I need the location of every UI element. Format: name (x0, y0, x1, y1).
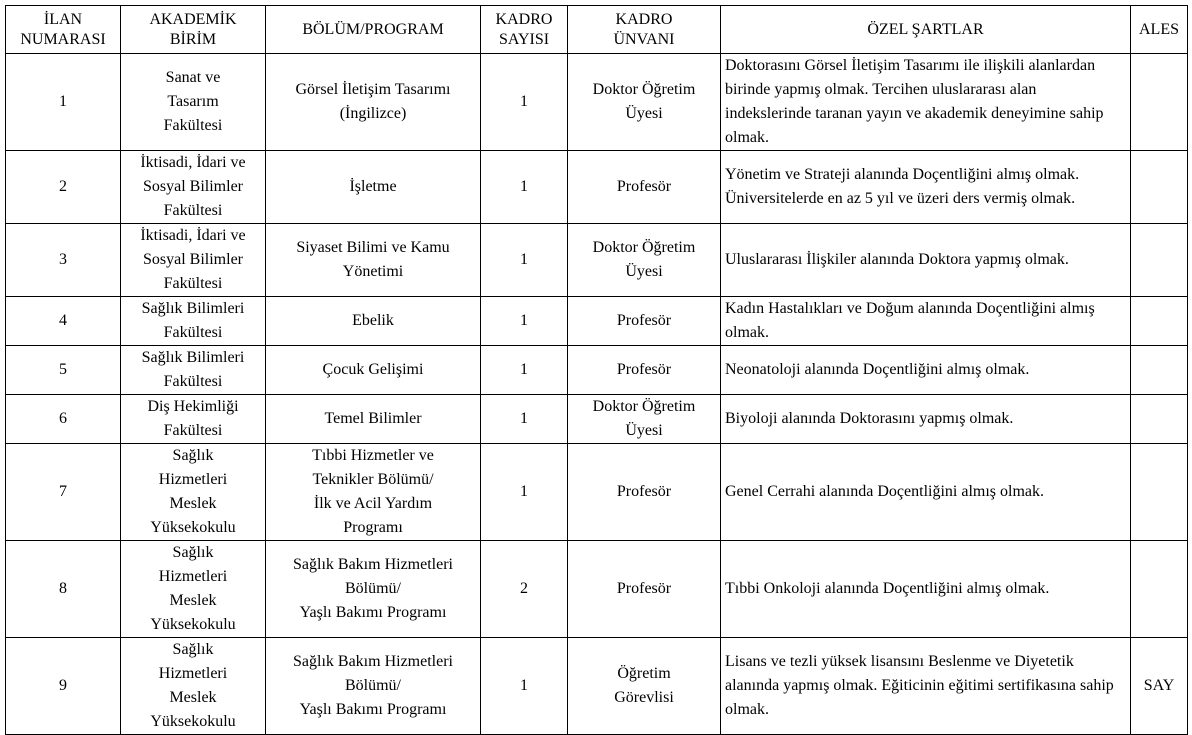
ales-cell (1131, 346, 1188, 395)
ozel-sartlar-cell: Doktorasını Görsel İletişim Tasarımı ile ilişkili alanlardan birinde yapmış olmak. Tercihen uluslararası alan indekslerinde taranan yayın ve akademik deneyimine sahip olmak. (721, 54, 1131, 151)
kadro-sayisi-cell: 1 (481, 224, 568, 297)
ilan-no-cell: 7 (6, 444, 121, 541)
akademik-birim-cell: İktisadi, İdari ve Sosyal Bilimler Fakültesi (121, 151, 266, 224)
ozel-sartlar-cell: Kadın Hastalıkları ve Doğum alanında Doçentliğini almış olmak. (721, 297, 1131, 346)
ales-cell (1131, 444, 1188, 541)
akademik-birim-cell: Sağlık Bilimleri Fakültesi (121, 346, 266, 395)
kadro-sayisi-cell: 1 (481, 395, 568, 444)
kadro-unvani-cell: Doktor Öğretim Üyesi (568, 224, 721, 297)
akademik-birim-cell: Sağlık Bilimleri Fakültesi (121, 297, 266, 346)
ales-cell: SAY (1131, 638, 1188, 735)
bolum-program-cell: Sağlık Bakım Hizmetleri Bölümü/ Yaşlı Bakımı Programı (266, 541, 481, 638)
header-akademik-birim: AKADEMİK BİRİM (121, 6, 266, 54)
kadro-unvani-cell: Profesör (568, 297, 721, 346)
ozel-sartlar-cell: Biyoloji alanında Doktorasını yapmış olmak. (721, 395, 1131, 444)
ales-cell (1131, 224, 1188, 297)
table-row (6, 151, 1188, 224)
kadro-unvani-cell: Profesör (568, 151, 721, 224)
table-row (6, 54, 1188, 151)
kadro-sayisi-cell: 1 (481, 444, 568, 541)
bolum-program-cell: Ebelik (266, 297, 481, 346)
akademik-birim-cell: Sanat ve Tasarım Fakültesi (121, 54, 266, 151)
ozel-sartlar-cell: Uluslararası İlişkiler alanında Doktora yapmış olmak. (721, 224, 1131, 297)
header-kadro-sayisi: KADRO SAYISI (481, 6, 568, 54)
ilan-no-cell: 6 (6, 395, 121, 444)
ozel-sartlar-cell: Neonatoloji alanında Doçentliğini almış olmak. (721, 346, 1131, 395)
ales-cell (1131, 54, 1188, 151)
bolum-program-cell: Siyaset Bilimi ve Kamu Yönetimi (266, 224, 481, 297)
ales-cell (1131, 297, 1188, 346)
akademik-birim-cell: Sağlık Hizmetleri Meslek Yüksekokulu (121, 541, 266, 638)
bolum-program-cell: Temel Bilimler (266, 395, 481, 444)
bolum-program-cell: Görsel İletişim Tasarımı (İngilizce) (266, 54, 481, 151)
ilan-no-cell: 8 (6, 541, 121, 638)
kadro-unvani-cell: Profesör (568, 541, 721, 638)
kadro-unvani-cell: Doktor Öğretim Üyesi (568, 395, 721, 444)
table-row (6, 541, 1188, 638)
ilan-table (5, 5, 1188, 735)
kadro-unvani-cell: Öğretim Görevlisi (568, 638, 721, 735)
table-row (6, 395, 1188, 444)
bolum-program-cell: Tıbbi Hizmetler ve Teknikler Bölümü/ İlk ve Acil Yardım Programı (266, 444, 481, 541)
akademik-birim-cell: İktisadi, İdari ve Sosyal Bilimler Fakültesi (121, 224, 266, 297)
ozel-sartlar-cell: Genel Cerrahi alanında Doçentliğini almış olmak. (721, 444, 1131, 541)
header-bolum-program: BÖLÜM/PROGRAM (266, 6, 481, 54)
kadro-sayisi-cell: 1 (481, 297, 568, 346)
kadro-sayisi-cell: 1 (481, 151, 568, 224)
ales-cell (1131, 395, 1188, 444)
kadro-unvani-cell: Profesör (568, 346, 721, 395)
header-ozel-sartlar: ÖZEL ŞARTLAR (721, 6, 1131, 54)
header-row (6, 6, 1188, 54)
bolum-program-cell: İşletme (266, 151, 481, 224)
akademik-birim-cell: Sağlık Hizmetleri Meslek Yüksekokulu (121, 638, 266, 735)
ales-cell (1131, 541, 1188, 638)
table-row (6, 444, 1188, 541)
ilan-no-cell: 1 (6, 54, 121, 151)
kadro-unvani-cell: Profesör (568, 444, 721, 541)
kadro-sayisi-cell: 1 (481, 346, 568, 395)
bolum-program-cell: Çocuk Gelişimi (266, 346, 481, 395)
kadro-unvani-cell: Doktor Öğretim Üyesi (568, 54, 721, 151)
table-row (6, 297, 1188, 346)
bolum-program-cell: Sağlık Bakım Hizmetleri Bölümü/ Yaşlı Bakımı Programı (266, 638, 481, 735)
header-ales: ALES (1131, 6, 1188, 54)
ilan-no-cell: 4 (6, 297, 121, 346)
ozel-sartlar-cell: Lisans ve tezli yüksek lisansını Beslenme ve Diyetetik alanında yapmış olmak. Eğiticinin eğitimi sertifikasına sahip olmak. (721, 638, 1131, 735)
ilan-no-cell: 2 (6, 151, 121, 224)
ilan-no-cell: 3 (6, 224, 121, 297)
header-kadro-unvani: KADRO ÜNVANI (568, 6, 721, 54)
ozel-sartlar-cell: Yönetim ve Strateji alanında Doçentliğini almış olmak. Üniversitelerde en az 5 yıl ve üzeri ders vermiş olmak. (721, 151, 1131, 224)
ales-cell (1131, 151, 1188, 224)
ozel-sartlar-cell: Tıbbi Onkoloji alanında Doçentliğini almış olmak. (721, 541, 1131, 638)
akademik-birim-cell: Diş Hekimliği Fakültesi (121, 395, 266, 444)
akademik-birim-cell: Sağlık Hizmetleri Meslek Yüksekokulu (121, 444, 266, 541)
table-row (6, 224, 1188, 297)
table-row (6, 638, 1188, 735)
table-row (6, 346, 1188, 395)
header-ilan-numarasi: İLAN NUMARASI (6, 6, 121, 54)
kadro-sayisi-cell: 1 (481, 638, 568, 735)
ilan-no-cell: 9 (6, 638, 121, 735)
ilan-no-cell: 5 (6, 346, 121, 395)
kadro-sayisi-cell: 1 (481, 54, 568, 151)
kadro-sayisi-cell: 2 (481, 541, 568, 638)
